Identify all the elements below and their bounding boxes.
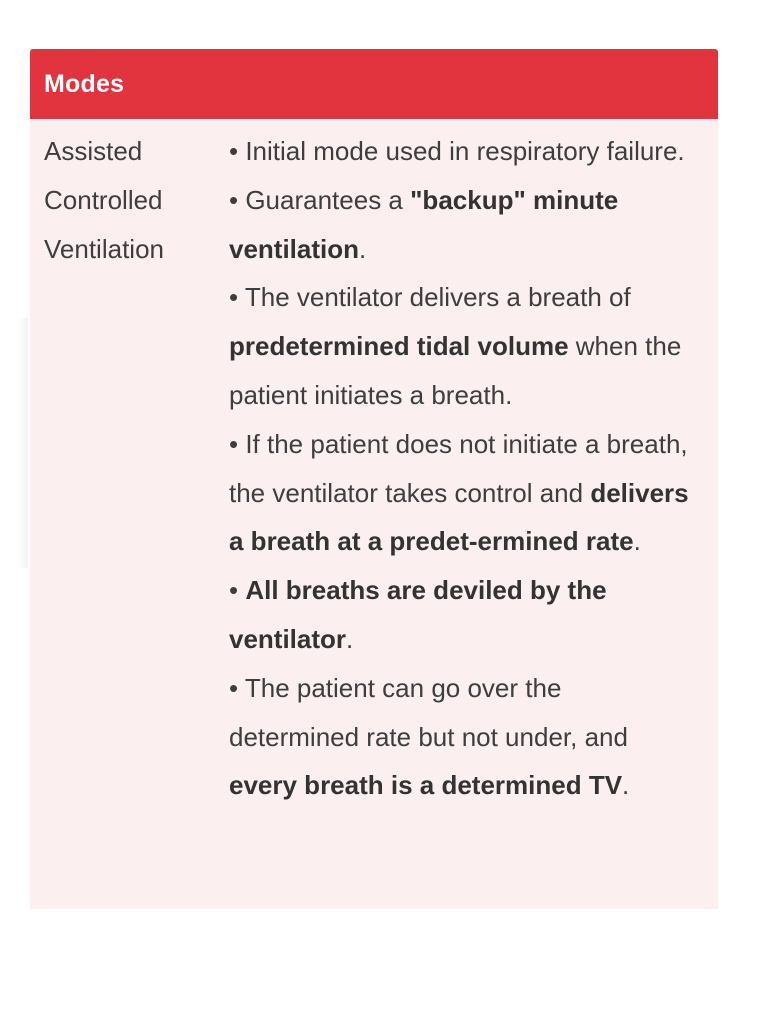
table-header-title: Modes [44,69,125,98]
description-bullet [229,420,689,566]
bullet-bold-text: "backup" minute ventilation [229,184,619,264]
mode-name-line: Controlled [44,184,163,215]
mode-name-line: Assisted [44,136,143,166]
bullet-text: when the patient initiates a breath. [229,331,682,410]
description-bullet [229,664,689,810]
bullet-bold-text: delivers a breath at a predet-ermined rate [229,477,689,557]
bullet-text: . [622,770,630,801]
bullet-text: . [633,526,641,557]
description-bullet [229,176,689,274]
bullet-text: • The patient can go over the determined rate but not under, and [229,672,628,752]
modes-table [30,49,718,909]
bullet-text: . [359,233,367,264]
description-bullet [229,273,689,419]
table-row [30,119,718,810]
bullet-text: • The ventilator delivers a breath of [229,282,631,313]
bullet-bold-text: All breaths are deviled by the ventilator [229,575,607,654]
description-bullet [229,127,689,176]
mode-name-line: Ventilation [44,233,164,264]
bullet-bold-text: predetermined tidal volume [229,331,569,362]
bullet-bold-text: every breath is a determined TV [229,770,623,801]
bullet-text: • [229,575,246,606]
bullet-text: . [346,623,354,654]
mode-description-cell [229,127,689,810]
bullet-text: • If the patient does not initiate a breath, the ventilator takes control and [229,428,688,508]
table-header [30,49,718,119]
bullet-text: • Guarantees a [229,184,411,215]
description-bullet [229,566,689,664]
page-edge-shadow [18,318,28,568]
mode-name-cell [30,127,229,810]
bullet-text: • Initial mode used in respiratory failure. [229,136,685,166]
